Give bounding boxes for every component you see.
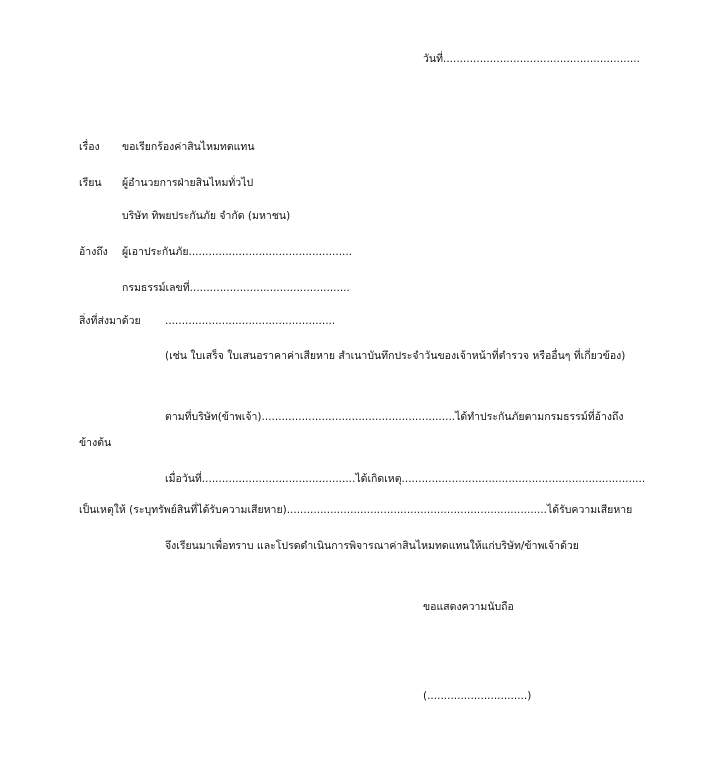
reference-insured: ผู้เอาประกันภัย................................................. xyxy=(122,246,353,258)
body-paragraph-1: ตามที่บริษัท(ข้าพเจ้า)..........................................................ได้ทำประกันภัยตามกรมธรรม์ที่อ้างถึง xyxy=(165,411,624,423)
body-paragraph-3: จึงเรียนมาเพื่อทราบ และโปรดดำเนินการพิจารณาค่าสินไหมทดแทนให้แก่บริษัท/ข้าพเจ้าด้วย xyxy=(165,540,579,552)
reference-label: อ้างถึง xyxy=(79,246,108,258)
subject-text: ขอเรียกร้องค่าสินไหมทดแทน xyxy=(122,141,255,153)
body-paragraph-1-cont: ข้างต้น xyxy=(79,437,112,449)
closing-text: ขอแสดงความนับถือ xyxy=(423,601,514,613)
enclosure-blank: ................................................... xyxy=(165,315,336,327)
subject-label: เรื่อง xyxy=(79,141,100,153)
body-paragraph-2-cont: เป็นเหตุให้ (ระบุทรัพย์สินที่ได้รับความเสียหาย)..............................................................................ได้รับความเสียหาย xyxy=(79,504,633,516)
to-line-1: ผู้อำนวยการฝ่ายสินไหมทั่วไป xyxy=(122,177,254,189)
body-paragraph-2: เมื่อวันที่..............................................ได้เกิดเหตุ......................................................................... xyxy=(165,473,646,485)
enclosure-example: (เช่น ใบเสร็จ ใบเสนอราคาค่าเสียหาย สำเนาบันทึกประจำวันของเจ้าหน้าที่ตำรวจ หรืออื่นๆ ที่เกี่ยวข้อง) xyxy=(165,350,626,362)
date-line: วันที่........................................................... xyxy=(423,53,640,65)
enclosure-label: สิ่งที่ส่งมาด้วย xyxy=(79,315,141,327)
reference-policy-number: กรมธรรม์เลขที่................................................ xyxy=(122,282,350,294)
to-label: เรียน xyxy=(79,177,102,189)
to-line-2: บริษัท ทิพยประกันภัย จำกัด (มหาชน) xyxy=(122,210,291,222)
signature-line: (..............................) xyxy=(423,690,532,702)
